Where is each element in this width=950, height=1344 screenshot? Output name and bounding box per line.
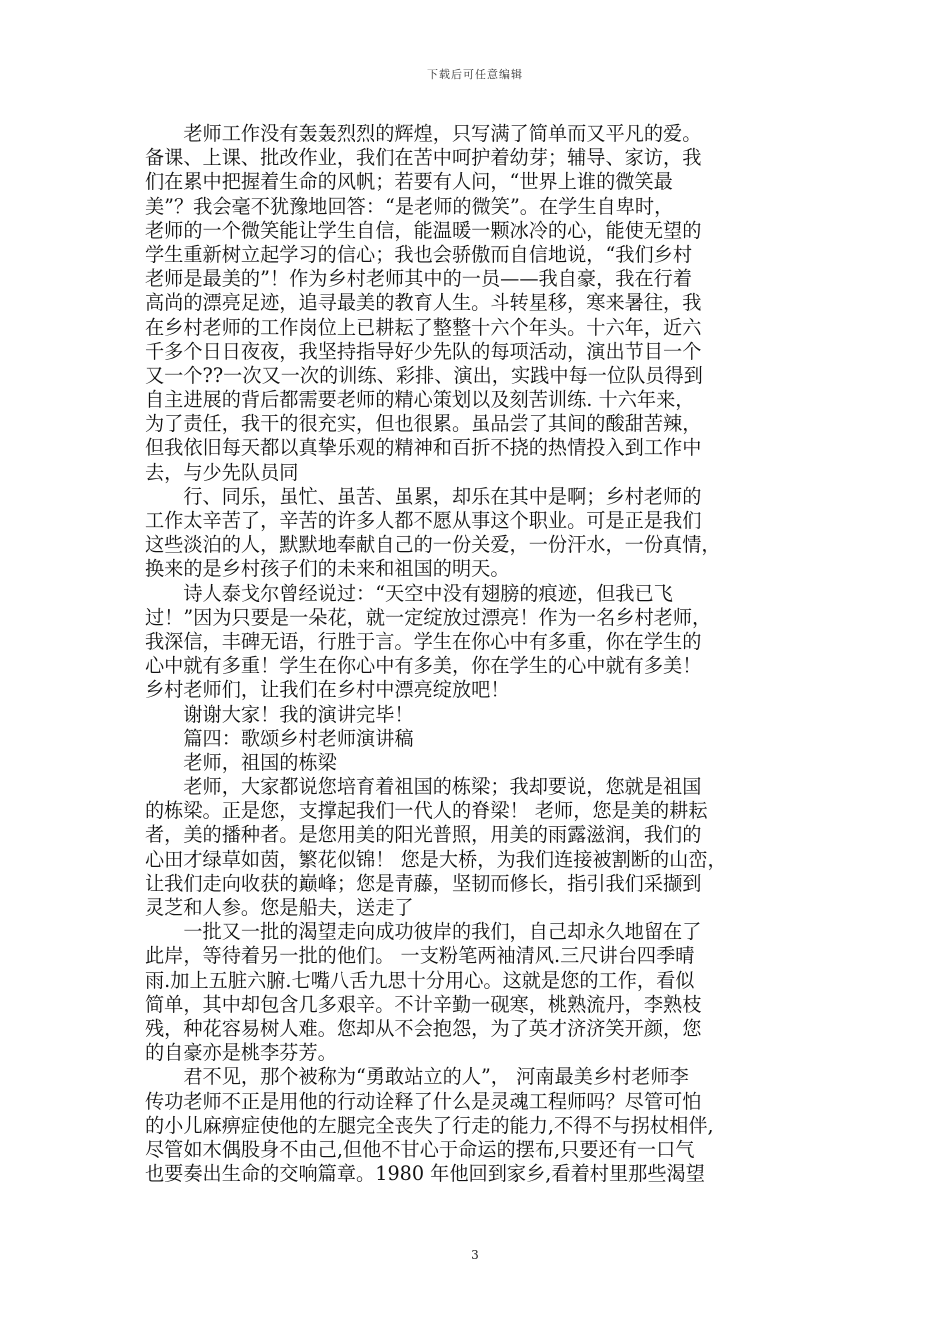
text-line: 工作太辛苦了，辛苦的许多人都不愿从事这个职业。可是正是我们 — [145, 509, 702, 532]
text-line: 老师的一个微笑能让学生自信，能温暖一颗冰冷的心，能使无望的 — [145, 218, 702, 242]
text-line: 乡村老师们，让我们在乡村中漂亮绽放吧！ — [145, 678, 510, 702]
text-line: 君不见，那个被称为“勇敢站立的人”， 河南最美乡村老师李 — [145, 1065, 689, 1089]
text-line: 诗人泰戈尔曾经说过：“天空中没有翅膀的痕迹，但我已飞 — [145, 581, 673, 605]
text-line: 老师工作没有轰轰烈烈的辉煌，只写满了简单而又平凡的爱。 — [145, 122, 702, 145]
text-line: 这些淡泊的人，默默地奉献自己的一份关爱，一份汗水，一份真情， — [145, 533, 721, 557]
text-line: 老师，大家都说您培育着祖国的栋梁；我却要说，您就是祖国 — [145, 775, 702, 799]
text-line: 为了责任，我干的很充实，但也很累。虽品尝了其间的酸甜苦辣， — [145, 412, 702, 436]
text-line: 心田才绿草如茵，繁花似锦！ 您是大桥，为我们连接被割断的山峦， — [145, 847, 727, 871]
text-line: 谢谢大家！我的演讲完毕！ — [145, 702, 414, 726]
text-line: 但我依旧每天都以真挚乐观的精神和百折不挠的热情投入到工作中 — [145, 436, 702, 460]
text-line: 传功老师不正是用他的行动诠释了什么是灵魂工程师吗？尽管可怕 — [145, 1089, 702, 1113]
text-line: 的自豪亦是桃李芬芳。 — [145, 1041, 337, 1065]
text-line: 灵芝和人参。您是船夫，送走了 — [145, 896, 414, 919]
text-line: 换来的是乡村孩子们的未来和祖国的明天。 — [145, 557, 510, 581]
text-line: 者，美的播种者。是您用美的阳光普照，用美的雨露滋润，我们的 — [145, 823, 702, 847]
text-line: 也要奏出生命的交响篇章。1980 年他回到家乡,看着村里那些渴望 — [145, 1162, 705, 1186]
page-number: 3 — [471, 1248, 479, 1262]
text-line: 的栋梁。正是您，支撑起我们一代人的脊梁！ 老师，您是美的耕耘 — [145, 799, 708, 823]
text-line: 自主进展的背后都需要老师的精心策划以及刻苦训练. 十六年来， — [145, 388, 695, 412]
text-line: 又一个??一次又一次的训练、彩排、演出，实践中每一位队员得到 — [145, 363, 703, 387]
text-line: 在乡村老师的工作岗位上已耕耘了整整十六个年头。十六年，近六 — [145, 315, 702, 339]
text-line: 的小儿麻痹症使他的左腿完全丧失了行走的能力,不得不与拐杖相伴, — [145, 1113, 714, 1137]
text-line: 尽管如木偶股身不由己,但他不甘心于命运的摆布,只要还有一口气 — [145, 1137, 695, 1161]
text-line: 老师是最美的”！作为乡村老师其中的一员——我自豪，我在行着 — [145, 267, 693, 291]
text-line: 美”？我会毫不犹豫地回答：“是老师的微笑”。在学生自卑时， — [145, 194, 674, 218]
text-line: 心中就有多重！学生在你心中有多美，你在学生的心中就有多美！ — [145, 654, 702, 678]
text-line: 高尚的漂亮足迹，追寻最美的教育人生。斗转星移，寒来暑往，我 — [145, 291, 702, 315]
text-line: 我深信，丰碑无语，行胜于言。学生在你心中有多重，你在学生的 — [145, 629, 702, 653]
body-text — [145, 122, 817, 1186]
text-line: 行、同乐，虽忙、虽苦、虽累，却乐在其中是啊；乡村老师的 — [145, 484, 702, 508]
text-line: 去，与少先队员同 — [145, 460, 299, 484]
text-line: 篇四：歌颂乡村老师演讲稿 — [145, 726, 414, 750]
text-line: 残，种花容易树人难。您却从不会抱怨，为了英才济济笑开颜，您 — [145, 1016, 702, 1040]
text-line: 备课、上课、批改作业，我们在苦中呵护着幼芽；辅导、家访，我 — [145, 146, 702, 170]
text-line: 一批又一批的渴望走向成功彼岸的我们，自己却永久地留在了 — [145, 920, 702, 944]
text-line: 们在累中把握着生命的风帆；若要有人问，“世界上谁的微笑最 — [145, 170, 673, 194]
text-line: 此岸，等待着另一批的他们。 一支粉笔两袖清风.三尺讲台四季晴 — [145, 944, 695, 968]
text-line: 过！”因为只要是一朵花，就一定绽放过漂亮！作为一名乡村老师， — [145, 605, 712, 629]
text-line: 千多个日日夜夜，我坚持指导好少先队的每项活动，演出节目一个 — [145, 339, 702, 363]
text-line: 学生重新树立起学习的信心；我也会骄傲而自信地说，“我们乡村 — [145, 242, 693, 266]
text-line: 让我们走向收获的巅峰；您是青藤，坚韧而修长，指引我们采撷到 — [145, 871, 702, 895]
text-line: 老师，祖国的栋梁 — [145, 750, 337, 774]
page-header: 下载后可任意编辑 — [427, 68, 523, 81]
text-line: 雨.加上五脏六腑.七嘴八舌九思十分用心。这就是您的工作，看似 — [145, 968, 695, 992]
text-line: 简单，其中却包含几多艰辛。不计辛勤一砚寒，桃熟流丹，李熟枝 — [145, 992, 702, 1016]
